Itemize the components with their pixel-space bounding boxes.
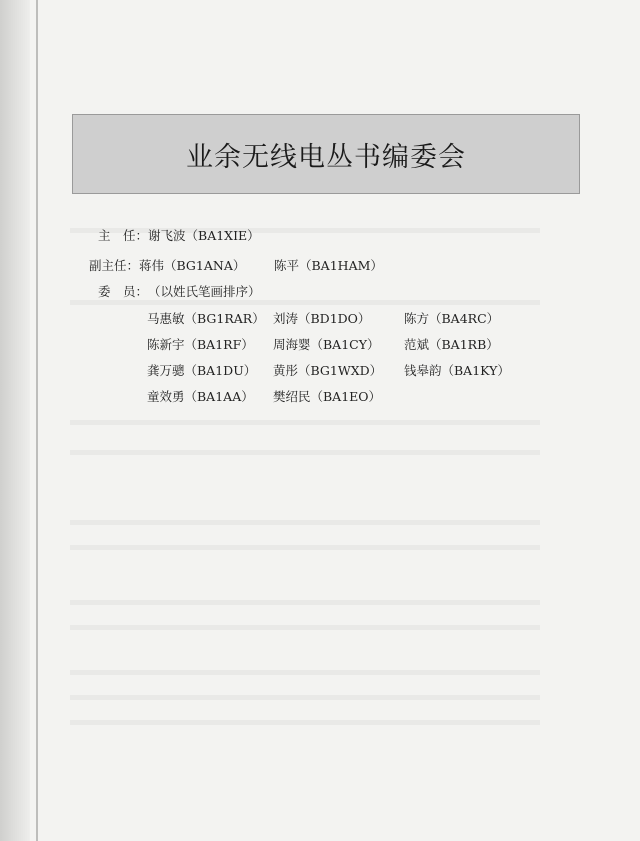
member-name: 童效勇（BA1AA） bbox=[147, 389, 254, 404]
member-name: 龚万骢（BA1DU） bbox=[147, 363, 257, 378]
members-label: 委 员： bbox=[98, 284, 149, 299]
title-banner bbox=[72, 114, 580, 194]
bleed-through-line bbox=[70, 720, 540, 725]
bleed-through-line bbox=[70, 300, 540, 305]
member-name: 樊绍民（BA1EO） bbox=[273, 389, 382, 404]
page-binding-line bbox=[36, 0, 38, 841]
member-name: 陈方（BA4RC） bbox=[404, 311, 500, 326]
director-name: 谢飞波（BA1XIE） bbox=[148, 228, 260, 243]
vice-director-name: 蒋伟（BG1ANA） bbox=[139, 258, 246, 273]
member-name: 马惠敏（BG1RAR） bbox=[147, 311, 265, 326]
member-name: 钱皋韵（BA1KY） bbox=[404, 363, 510, 378]
vice-director-name: 陈平（BA1HAM） bbox=[274, 258, 383, 273]
page-title: 业余无线电丛书编委会 bbox=[186, 141, 466, 173]
member-name: 陈新宇（BA1RF） bbox=[147, 337, 254, 352]
bleed-through-line bbox=[70, 600, 540, 605]
member-name: 刘涛（BD1DO） bbox=[273, 311, 371, 326]
bleed-through-line bbox=[70, 520, 540, 525]
members-header-row bbox=[98, 282, 261, 300]
bleed-through-line bbox=[70, 420, 540, 425]
members-sort-note: （以姓氏笔画排序） bbox=[148, 284, 261, 299]
member-name: 黄彤（BG1WXD） bbox=[273, 363, 383, 378]
director-row bbox=[98, 226, 260, 244]
bleed-through-line bbox=[70, 670, 540, 675]
bleed-through-line bbox=[70, 545, 540, 550]
member-name: 周海婴（BA1CY） bbox=[273, 337, 380, 352]
director-label: 主 任： bbox=[98, 228, 149, 243]
page-spine-shadow bbox=[0, 0, 30, 841]
member-name: 范斌（BA1RB） bbox=[404, 337, 499, 352]
bleed-through-line bbox=[70, 625, 540, 630]
vice-director-label: 副主任： bbox=[89, 258, 140, 273]
bleed-through-line bbox=[70, 695, 540, 700]
vice-director-row bbox=[89, 256, 245, 274]
bleed-through-line bbox=[70, 450, 540, 455]
